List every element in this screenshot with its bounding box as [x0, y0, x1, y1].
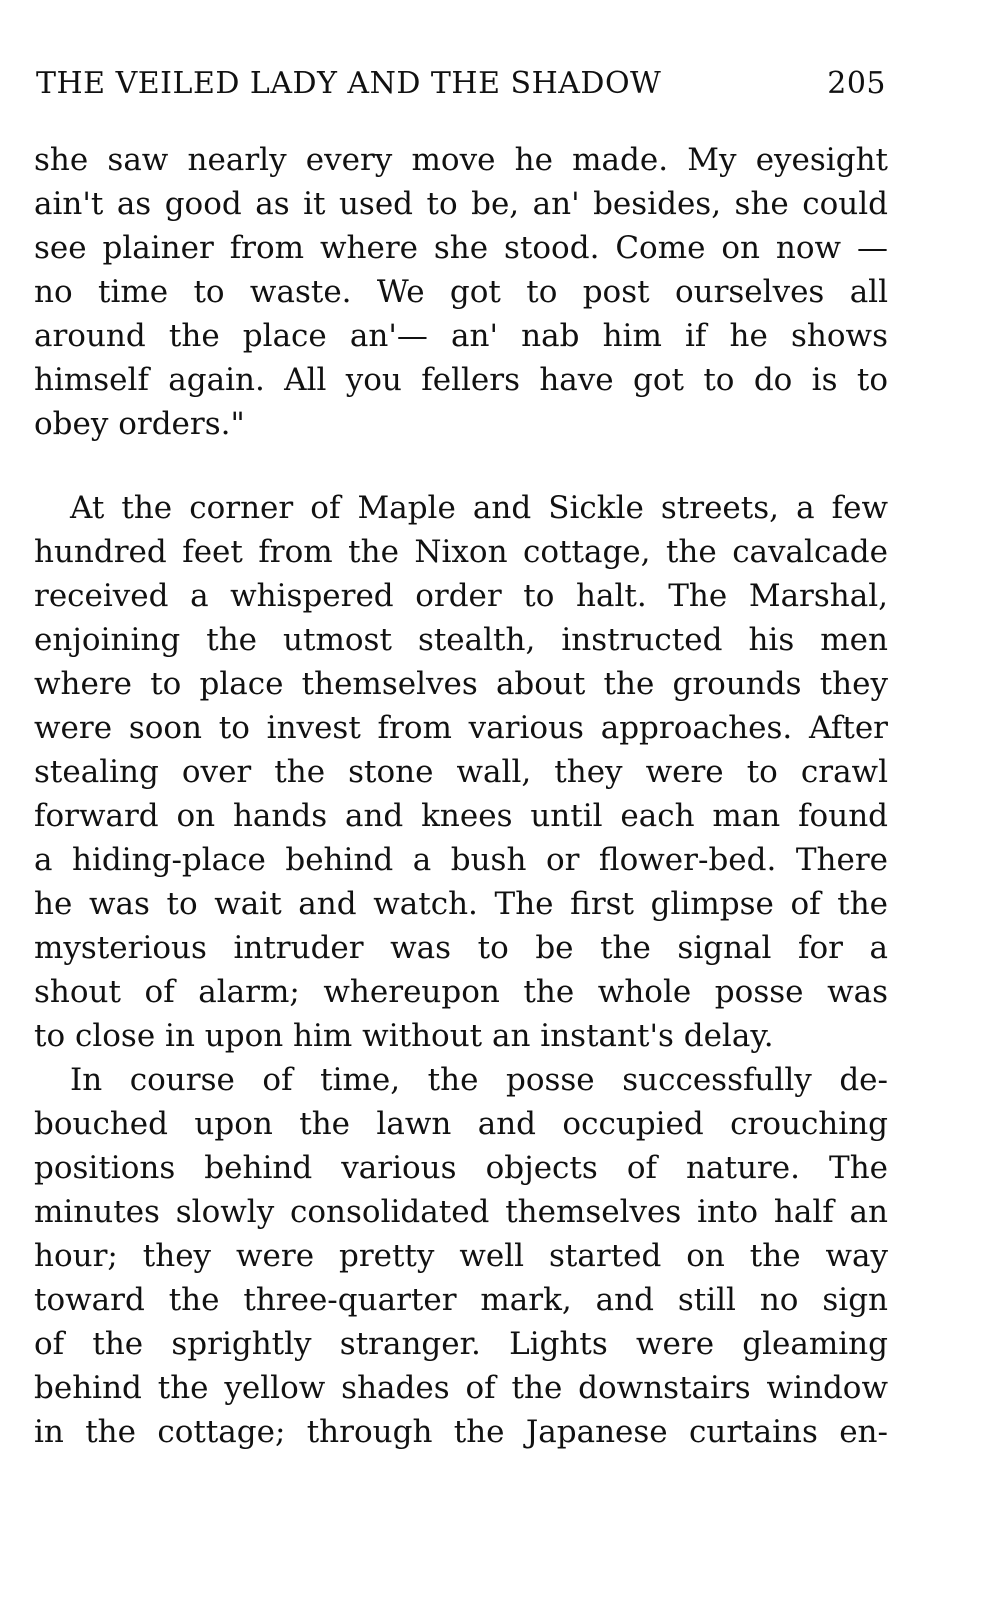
running-title: THE VEILED LADY AND THE SHADOW: [36, 66, 662, 101]
running-header: [36, 66, 886, 110]
text-line: hour; they were pretty well started on the way: [34, 1238, 888, 1274]
text-line: were soon to invest from various approaches. After: [34, 710, 888, 746]
paragraph-2: [34, 486, 888, 1058]
text-line: stealing over the stone wall, they were to crawl: [34, 754, 888, 790]
text-line: shout of alarm; whereupon the whole posse was: [34, 974, 888, 1010]
text-line: of the sprightly stranger. Lights were gleaming: [34, 1326, 888, 1362]
text-line: minutes slowly consolidated themselves into half an: [34, 1194, 888, 1230]
text-line: enjoining the utmost stealth, instructed his men: [34, 622, 888, 658]
text-line: a hiding-place behind a bush or flower-bed. There: [34, 842, 888, 878]
text-line: toward the three-quarter mark, and still no sign: [34, 1282, 888, 1318]
text-line: bouched upon the lawn and occupied crouching: [34, 1106, 888, 1142]
text-line: he was to wait and watch. The first glimpse of the: [34, 886, 888, 922]
paragraph-3: [34, 1058, 888, 1454]
paragraph-1: [34, 138, 888, 446]
text-line: positions behind various objects of nature. The: [34, 1150, 888, 1186]
text-line: ain't as good as it used to be, an' besides, she could: [34, 186, 888, 222]
text-line: forward on hands and knees until each man found: [34, 798, 888, 834]
page-number: 205: [827, 66, 886, 101]
text-line: around the place an'— an' nab him if he shows: [34, 318, 888, 354]
text-line: obey orders.": [34, 406, 245, 442]
text-line: she saw nearly every move he made. My eyesight: [34, 142, 888, 178]
text-line: In course of time, the posse successfully de-: [70, 1062, 888, 1098]
text-line: in the cottage; through the Japanese curtains en-: [34, 1414, 888, 1450]
section-break: [34, 446, 888, 486]
text-line: At the corner of Maple and Sickle streets, a few: [70, 490, 888, 526]
text-line: received a whispered order to halt. The Marshal,: [34, 578, 888, 614]
text-line: himself again. All you fellers have got to do is to: [34, 362, 888, 398]
text-line: where to place themselves about the grounds they: [34, 666, 888, 702]
text-line: behind the yellow shades of the downstairs window: [34, 1370, 888, 1406]
text-line: to close in upon him without an instant's delay.: [34, 1018, 774, 1054]
body-text: [34, 138, 888, 1454]
text-line: mysterious intruder was to be the signal for a: [34, 930, 888, 966]
text-line: hundred feet from the Nixon cottage, the cavalcade: [34, 534, 888, 570]
text-line: see plainer from where she stood. Come on now —: [34, 230, 888, 266]
text-line: no time to waste. We got to post ourselves all: [34, 274, 888, 310]
